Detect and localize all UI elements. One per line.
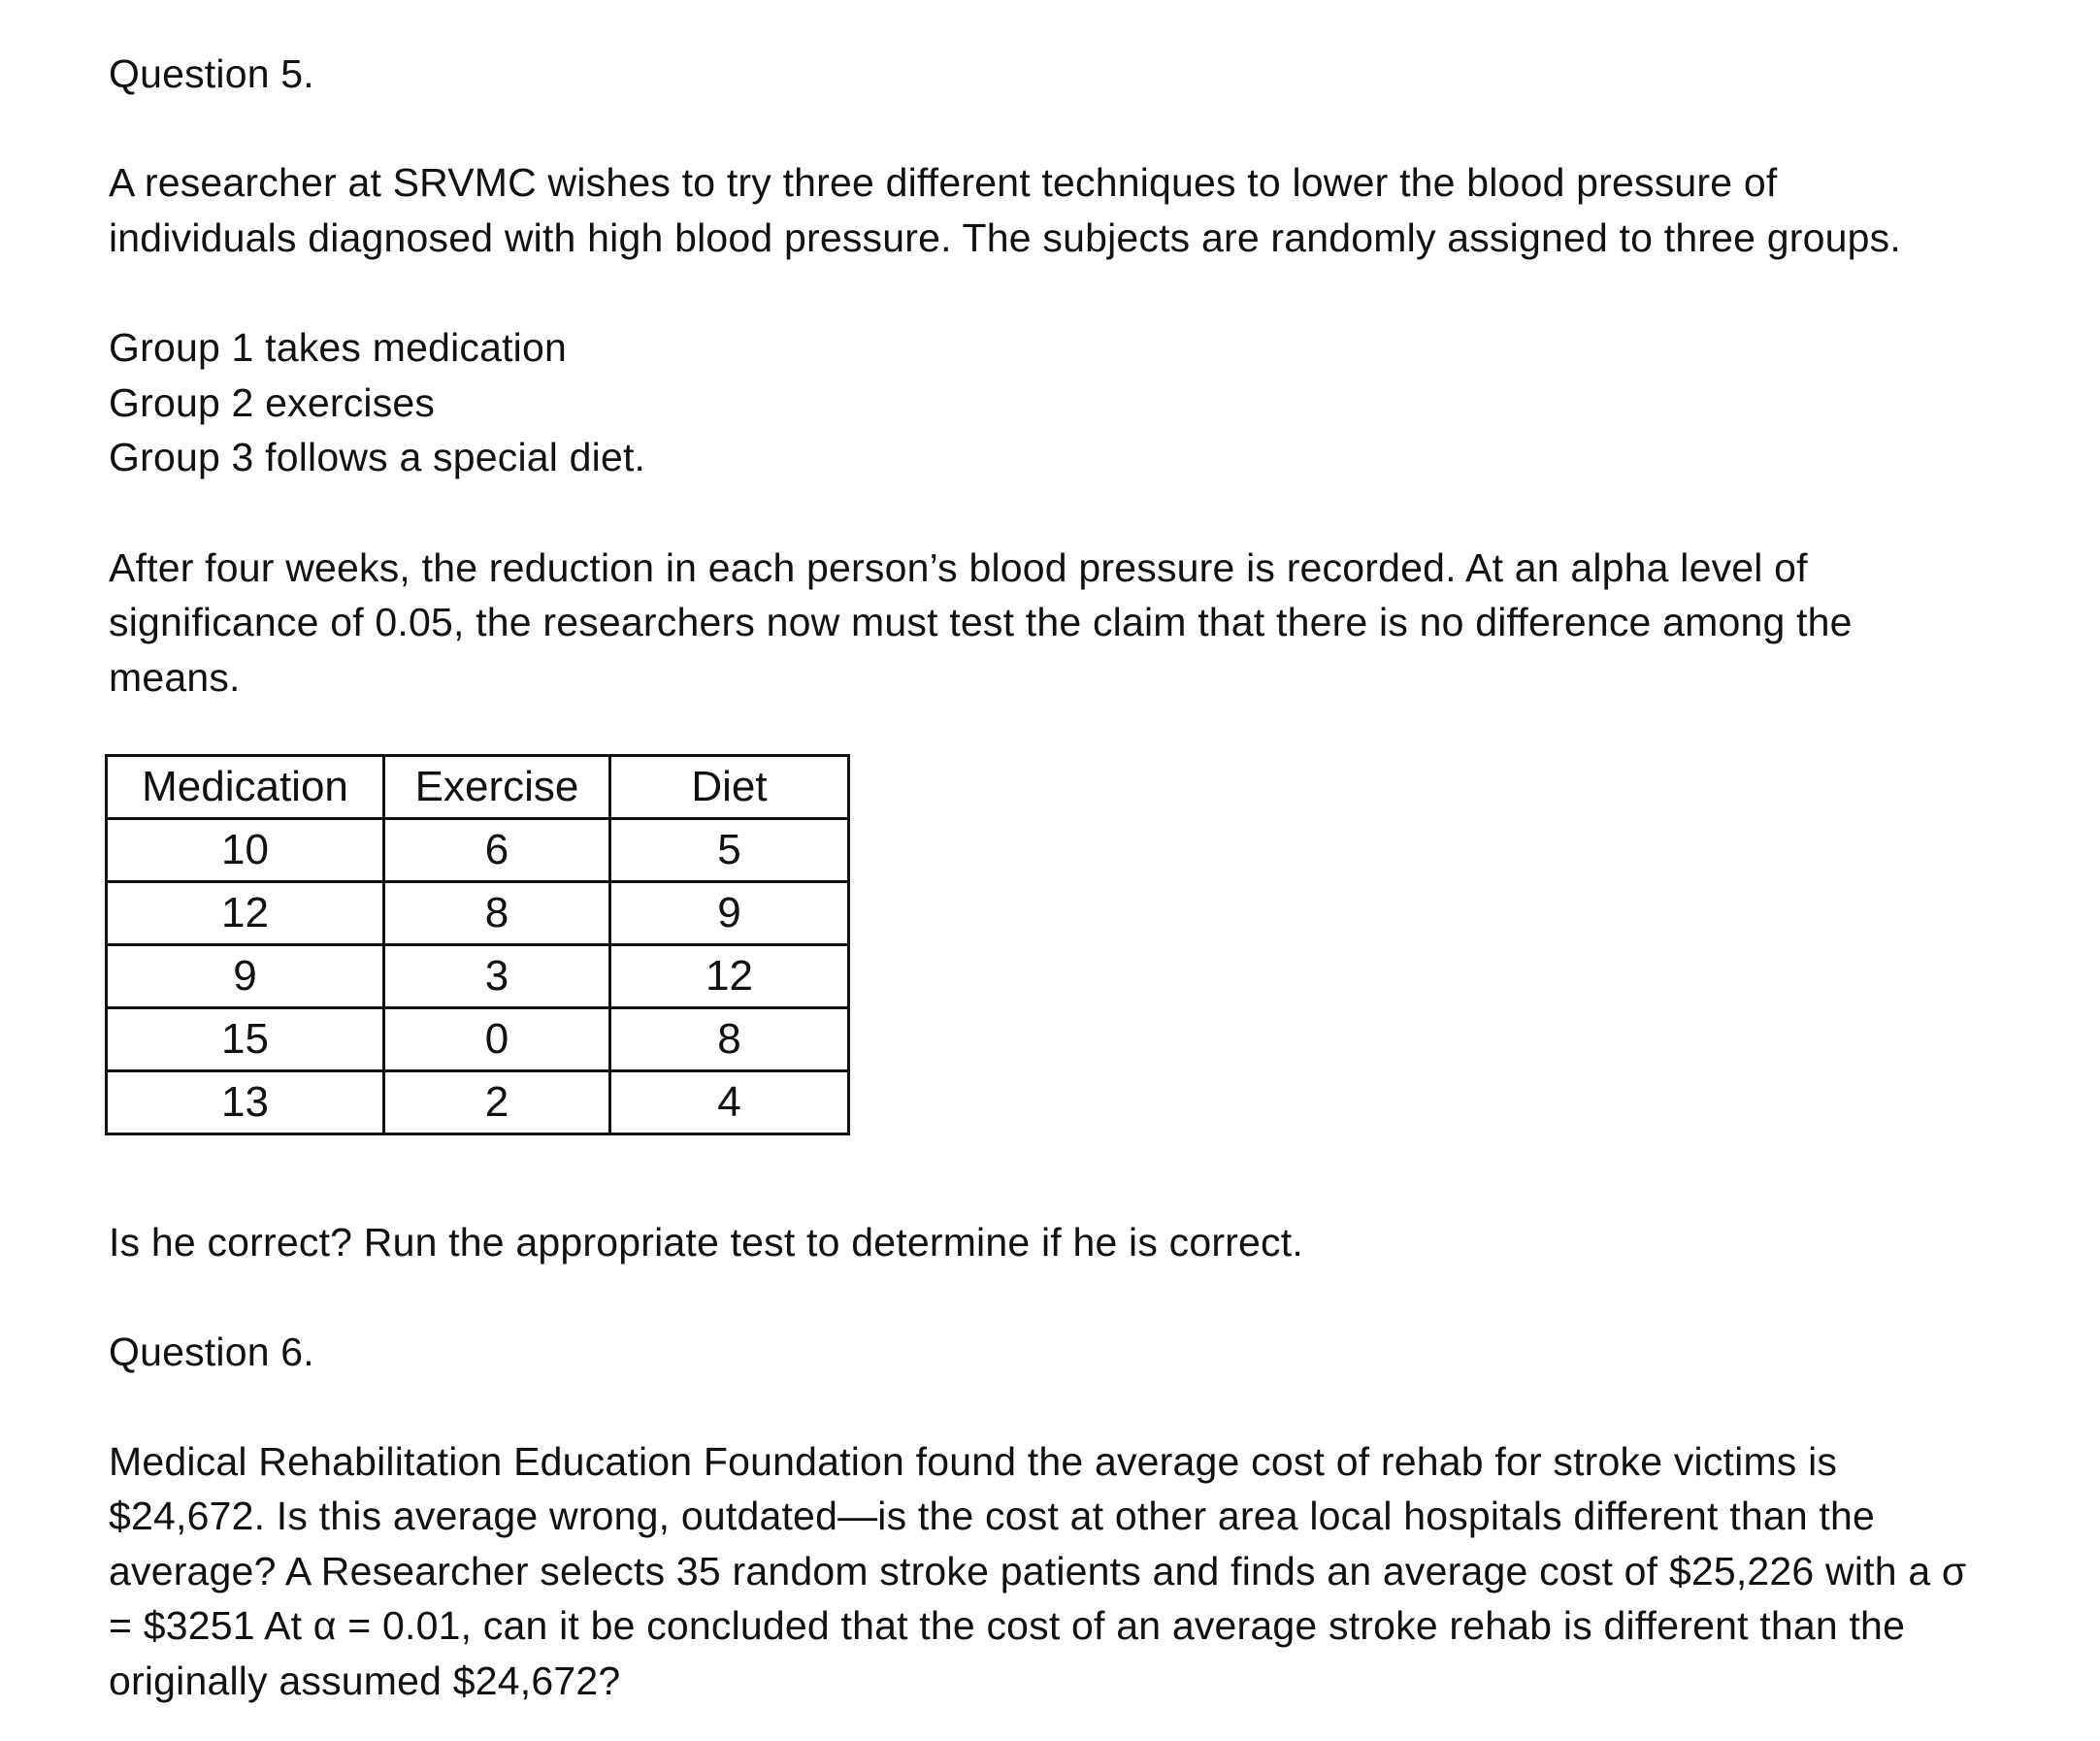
table-cell: 2 bbox=[384, 1071, 610, 1134]
header-diet: Diet bbox=[610, 756, 849, 819]
table-row bbox=[107, 1008, 849, 1071]
q5-group-1: Group 1 takes medication bbox=[109, 325, 567, 370]
header-exercise: Exercise bbox=[384, 756, 610, 819]
table-cell: 9 bbox=[107, 945, 384, 1008]
table-cell: 4 bbox=[610, 1071, 849, 1134]
question-5-title: Question 5. bbox=[109, 51, 314, 96]
table-cell: 13 bbox=[107, 1071, 384, 1134]
table-row bbox=[107, 819, 849, 882]
table-row bbox=[107, 945, 849, 1008]
blood-pressure-table bbox=[105, 754, 850, 1135]
question-6-title: Question 6. bbox=[109, 1330, 314, 1374]
table-cell: 9 bbox=[610, 882, 849, 945]
q5-after-line-1: After four weeks, the reduction in each person’s blood pressure is recorded. At an alpha level of bbox=[109, 545, 1808, 590]
header-medication: Medication bbox=[107, 756, 384, 819]
q5-group-2: Group 2 exercises bbox=[109, 380, 436, 425]
q5-intro-line-2: individuals diagnosed with high blood pressure. The subjects are randomly assigned to three groups. bbox=[109, 215, 1901, 260]
table-cell: 3 bbox=[384, 945, 610, 1008]
q5-after-line-2: significance of 0.05, the researchers now must test the claim that there is no difference among the bbox=[109, 600, 1853, 644]
table-row bbox=[107, 1071, 849, 1134]
table-cell: 12 bbox=[610, 945, 849, 1008]
table-cell: 12 bbox=[107, 882, 384, 945]
table-row bbox=[107, 882, 849, 945]
q6-body-line-4: = $3251 At α = 0.01, can it be concluded that the cost of an average stroke rehab is different than the bbox=[109, 1603, 1906, 1648]
table-cell: 15 bbox=[107, 1008, 384, 1071]
table-cell: 6 bbox=[384, 819, 610, 882]
q5-group-3: Group 3 follows a special diet. bbox=[109, 435, 646, 479]
table-cell: 8 bbox=[384, 882, 610, 945]
q5-intro-line-1: A researcher at SRVMC wishes to try three different techniques to lower the blood pressure of bbox=[109, 160, 1778, 205]
q6-body-line-5: originally assumed $24,672? bbox=[109, 1659, 621, 1703]
table-cell: 0 bbox=[384, 1008, 610, 1071]
table-cell: 10 bbox=[107, 819, 384, 882]
q6-body-line-3: average? A Researcher selects 35 random stroke patients and finds an average cost of $25,226 with a σ bbox=[109, 1549, 1967, 1593]
q5-question: Is he correct? Run the appropriate test to determine if he is correct. bbox=[109, 1220, 1303, 1265]
q6-body-line-1: Medical Rehabilitation Education Foundation found the average cost of rehab for stroke victims is bbox=[109, 1439, 1838, 1484]
table-cell: 5 bbox=[610, 819, 849, 882]
q6-body-line-2: $24,672. Is this average wrong, outdated—is the cost at other area local hospitals different than the bbox=[109, 1494, 1876, 1538]
q5-after-line-3: means. bbox=[109, 655, 241, 700]
table-header-row bbox=[107, 756, 849, 819]
table-cell: 8 bbox=[610, 1008, 849, 1071]
